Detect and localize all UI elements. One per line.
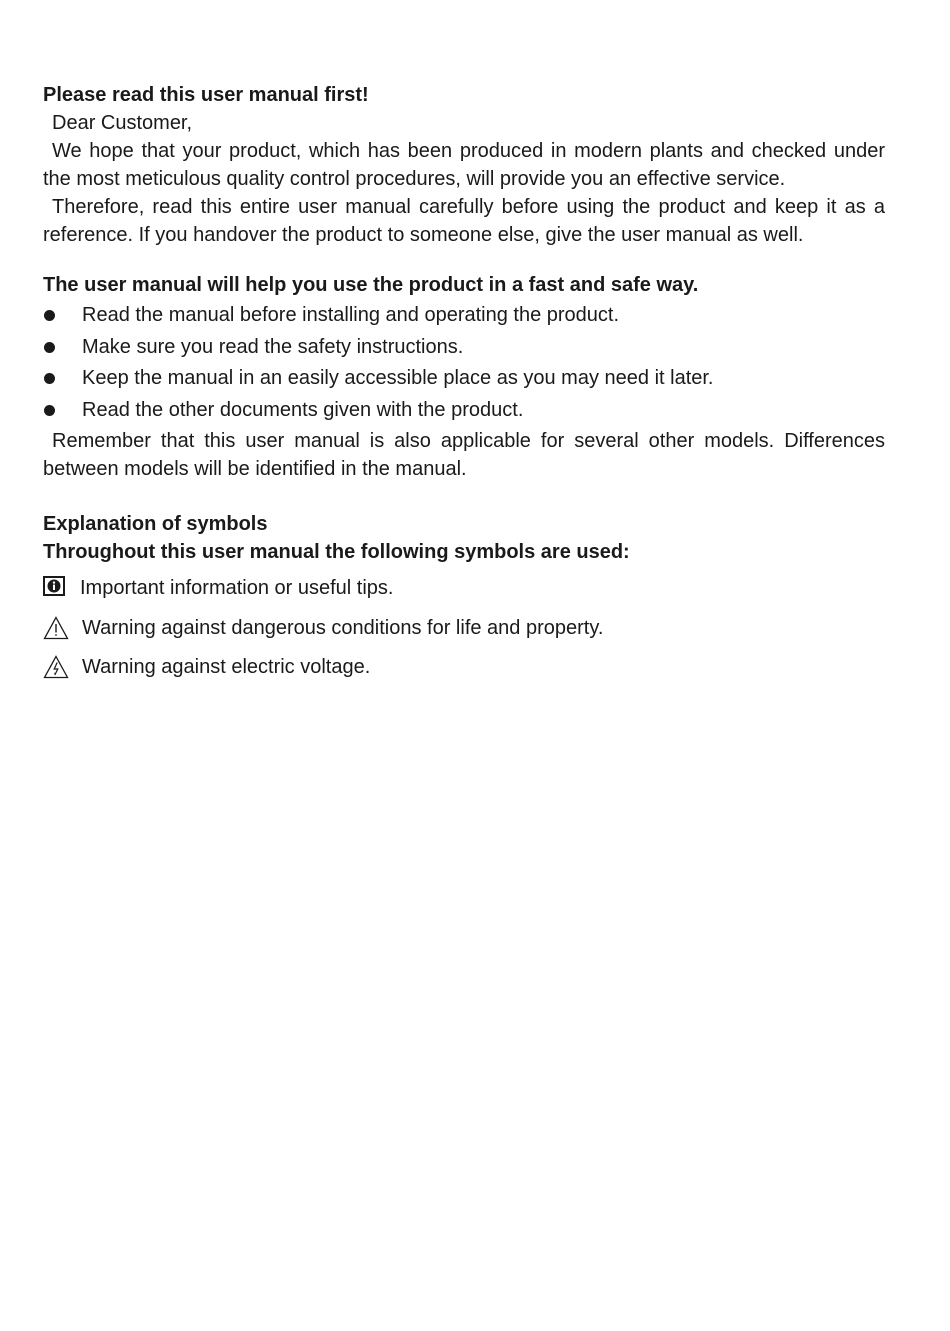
symbol-item-warning — [43, 614, 885, 654]
list-item-text: Keep the manual in an easily accessible place as you may need it later. — [82, 367, 714, 389]
symbols-subheading: Throughout this user manual the following symbols are used: — [43, 541, 630, 563]
greeting: Dear Customer, — [52, 112, 193, 134]
list-item — [43, 301, 885, 333]
info-icon — [43, 576, 69, 600]
symbol-item-electric — [43, 653, 885, 693]
manual-page — [43, 81, 885, 693]
list-item — [43, 333, 885, 365]
symbol-description: Important information or useful tips. — [80, 577, 394, 599]
bullet-icon — [44, 373, 55, 384]
section-spacer — [43, 566, 885, 574]
help-bullet-list — [43, 301, 885, 427]
models-note: Remember that this user manual is also applicable for several other models. Differences between models will be identified in the manual. — [43, 430, 885, 480]
intro-paragraph-1: We hope that your product, which has been produced in modern plants and checked under the most meticulous quality control procedures, will provide you an effective service. — [43, 140, 885, 190]
intro-paragraph-2: Therefore, read this entire user manual carefully before using the product and keep it as a reference. If you handover the product to someone else, give the user manual as well. — [43, 196, 885, 246]
help-section-heading: The user manual will help you use the product in a fast and safe way. — [43, 274, 699, 296]
warning-triangle-icon — [43, 616, 69, 640]
intro-title: Please read this user manual first! — [43, 84, 369, 106]
list-item-text: Read the manual before installing and operating the product. — [82, 304, 620, 326]
list-item-text: Make sure you read the safety instructions. — [82, 335, 464, 358]
list-item — [43, 364, 885, 396]
symbols-heading: Explanation of symbols — [43, 513, 268, 535]
list-item — [43, 396, 885, 428]
electric-voltage-warning-icon — [43, 655, 69, 679]
section-spacer — [43, 249, 885, 271]
bullet-icon — [44, 405, 55, 416]
bullet-icon — [44, 342, 55, 353]
list-item-text: Read the other documents given with the product. — [82, 398, 524, 421]
symbol-description: Warning against dangerous conditions for life and property. — [82, 616, 604, 639]
section-spacer — [43, 483, 885, 510]
symbol-item-info — [43, 574, 885, 614]
bullet-icon — [44, 310, 55, 321]
symbol-description: Warning against electric voltage. — [82, 656, 371, 678]
